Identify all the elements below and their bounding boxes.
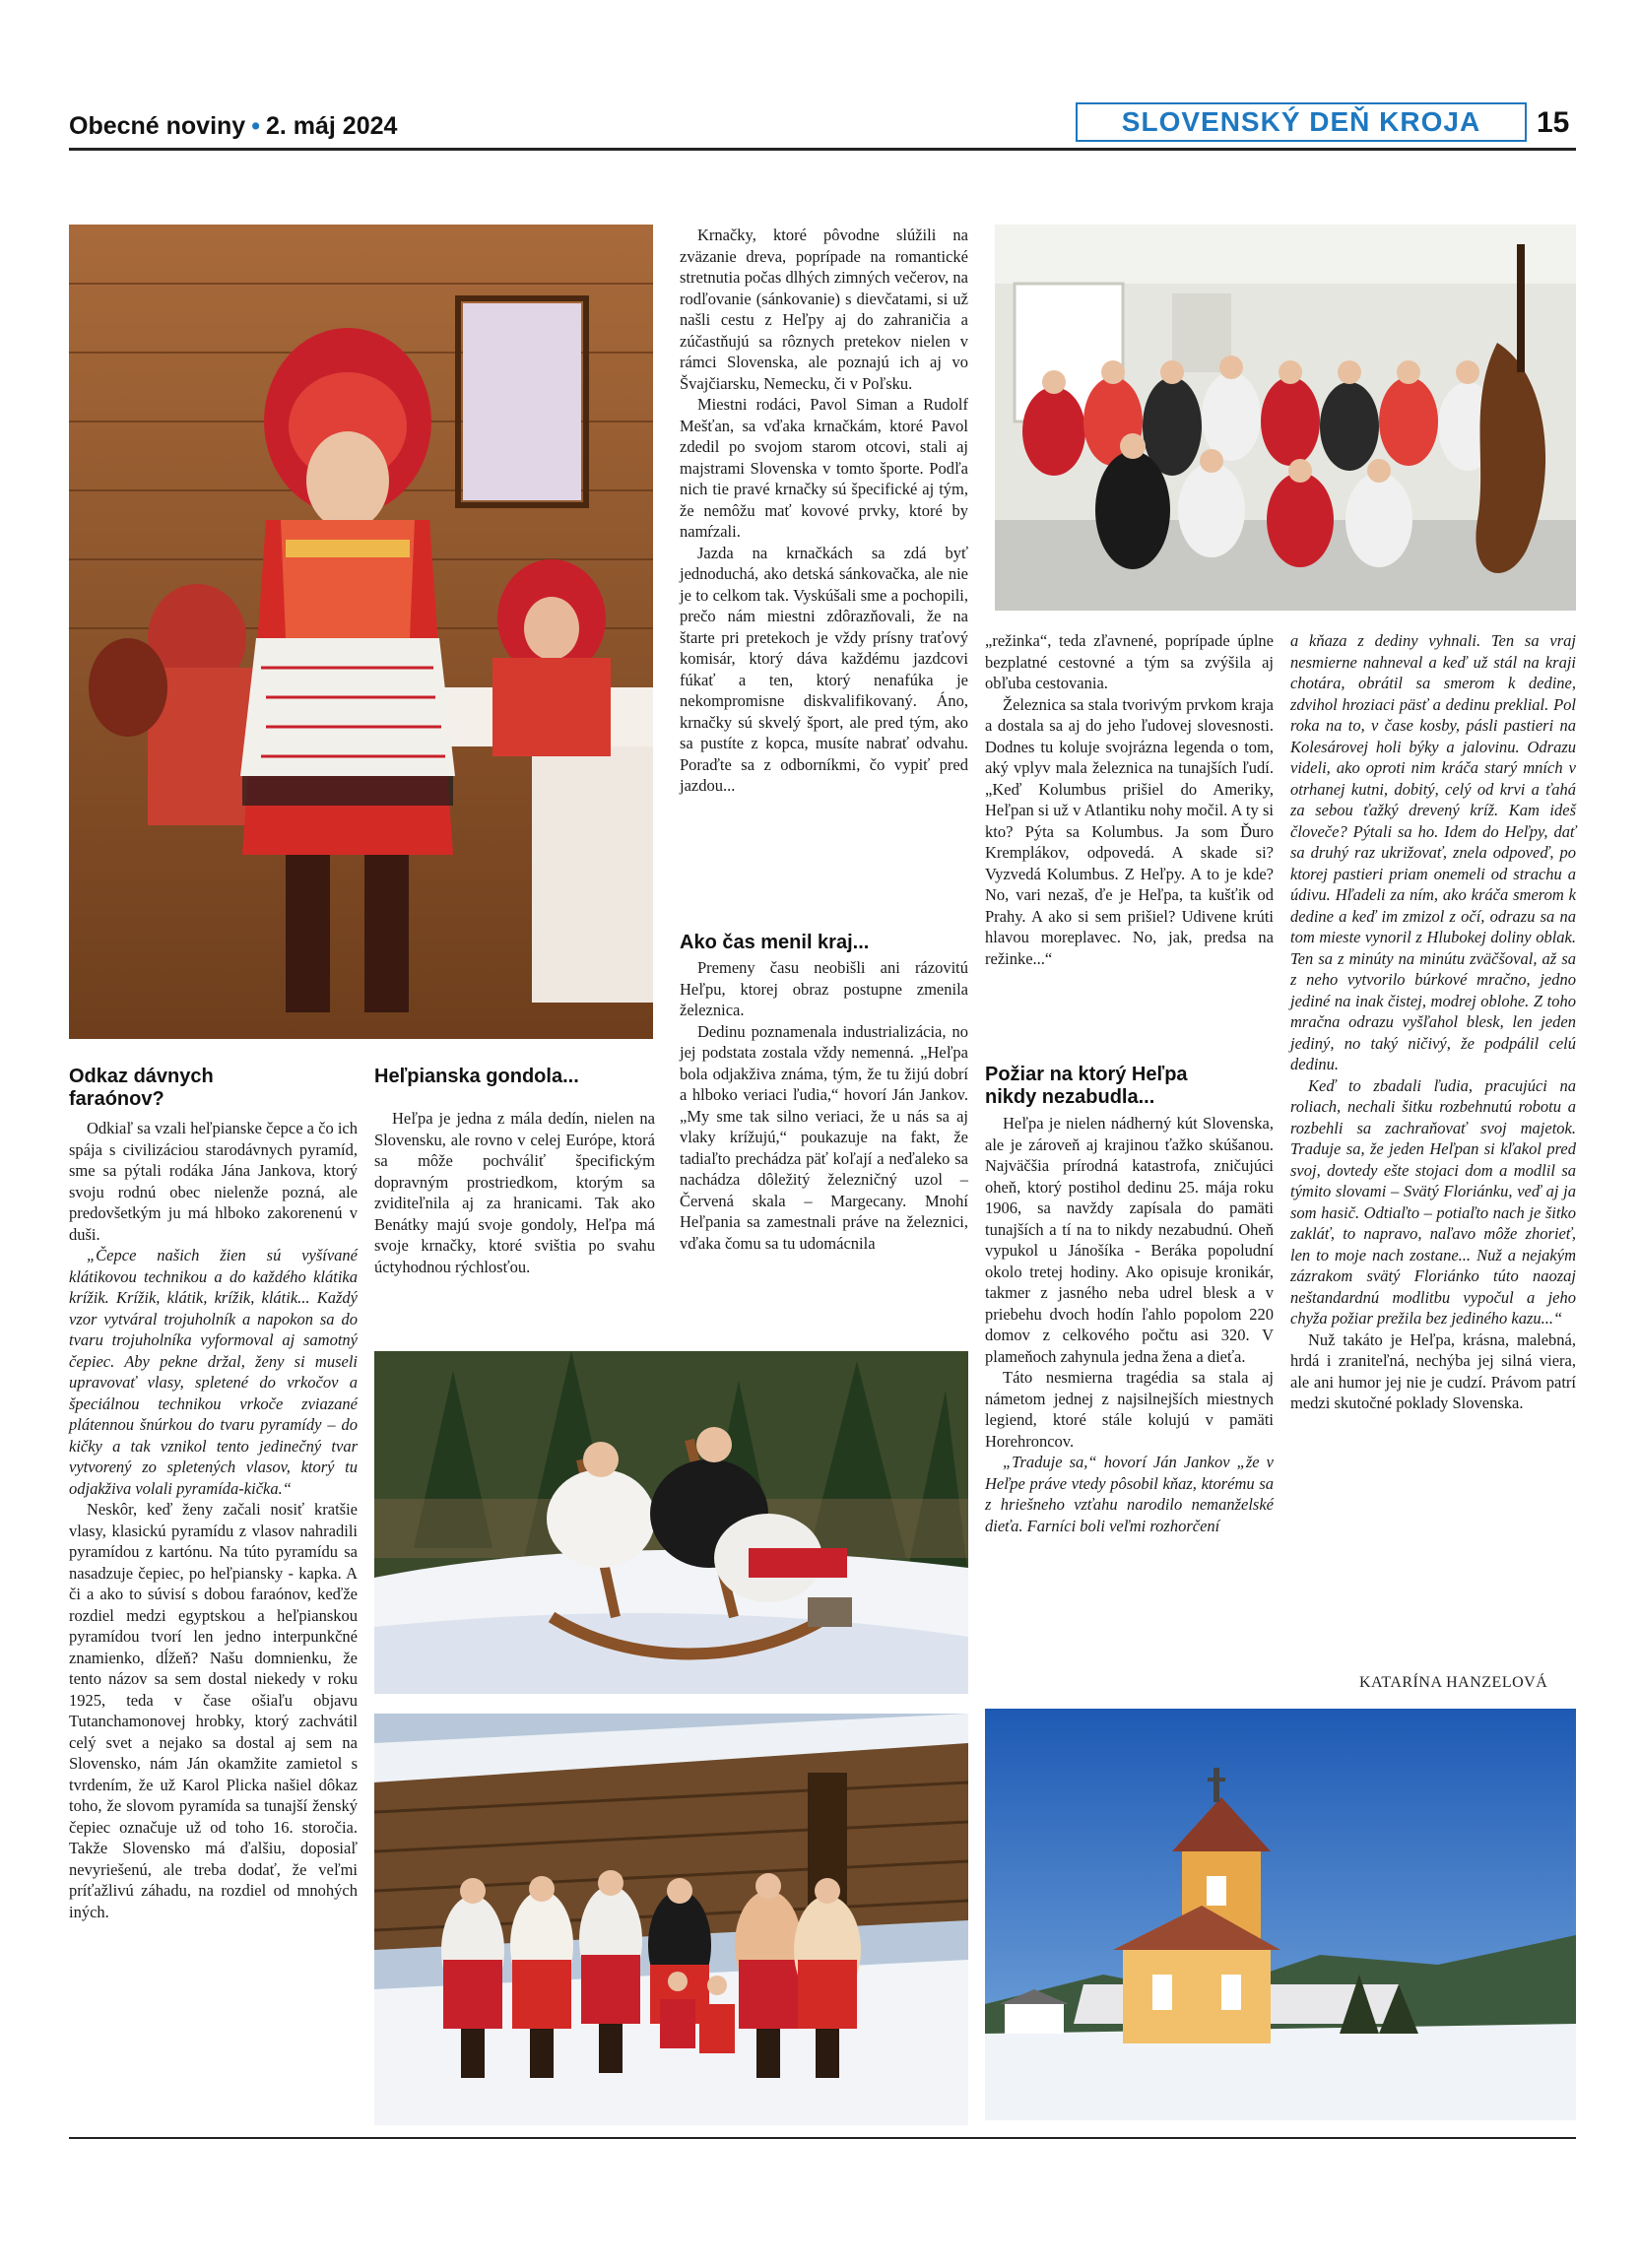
photo-group-cabin [374, 1714, 968, 2125]
heading-poziar: Požiar na ktorý Heľpa nikdy nezabudla... [985, 1064, 1188, 1108]
photo-woman-interior [69, 225, 653, 1039]
article-gondola-part1 [374, 1108, 655, 1277]
article-kraj-part2 [985, 630, 1274, 969]
paragraph: Dedinu poznamenala industrializácia, no jej podstata zostala vždy nemenná. „Heľpa bola odjakživa známa, tým, že tu žijú dobrí a hlboko veriaci ľudia,“ hovorí Ján Jankov. „My sme tak silno veriaci, že u nás sa aj vlaky krížujú,“ poukazuje na fakt, že tadiaľto prechádza päť koľají a neďaleko sa nachádza dôležitý železničný uzol – Červená skala – Margecany. Mnohí Heľpania sa zamestnali práve na železnici, vďaka čomu sa tu udomácnila [680, 1021, 968, 1253]
publication-name: Obecné noviny [69, 112, 246, 140]
heading-kraj: Ako čas menil kraj... [680, 932, 870, 953]
article-gondola-part2 [680, 225, 968, 797]
photo-group-priest [995, 225, 1576, 611]
page-number: 15 [1537, 106, 1570, 139]
masthead [69, 112, 397, 141]
paragraph: Heľpa je jedna z mála dedín, nielen na Slovensku, ale rovno v celej Európe, ktorá sa môže pochváliť špecifickým dopravným prostriedkom, ktorým sa zviditeľnila aj za hranicami. Tak ako Benátky majú svoje gondoly, Heľpa má svoje krnačky, ktoré svištia po svahu úctyhodnou rýchlosťou. [374, 1109, 655, 1276]
paragraph-quote: „Čepce našich žien sú vyšívané klátikovou technikou a do každého klátika krížik. Krížik, klátik, krížik, klátik... Každý vzor vytváral trojuholník a napokon sa do tvaru trojuholníka vyformoval aj samotný čepiec. Aby pekne držal, ženy si museli upravovať vlasy, spletené do vrkočov a špeciálnou technikou vrkoče zviazané plátennou šnúrkou do tvaru pyramídy – do kičky a tak vznikol tento jedinečný tvar vytvorený zo spletených vlasov, ktorý tu odjakživa volali pyramída-kička.“ [69, 1246, 358, 1498]
paragraph-legend: „Traduje sa,“ hovorí Ján Jankov „že v Heľpe práve vtedy pôsobil kňaz, ktorému sa z hriešneho vzťahu narodilo nemanželské dieťa. Farníci boli veľmi rozhorčení [985, 1453, 1274, 1535]
paragraph: Jazda na krnačkách sa zdá byť jednoduchá, ako detská sánkovačka, ale nie je to celkom tak. Vyskúšali sme a pochopili, prečo nám miestni zdôrazňovali, že na štarte pri pretekoch je vždy prísny traťový komisár, ktorý dáva každému jazdcovi fúkať a ten, ktorý nenafúka je nekompromisne diskvalifikovaný. Áno, krnačky sú skvelý šport, ale pred tým, ako sa pustíte z kopca, musíte nabrať odvahu. Poraďte sa z odborníkmi, čo vypiť pred jazdou... [680, 543, 968, 795]
paragraph-legend: a kňaza z dediny vyhnali. Ten sa vraj nesmierne nahneval a keď už stál na kraji chotára, obrátil sa smerom k dedine, zdvihol hroziaci päsť a dedinu preklial. Pol roka na to, v čase kosby, pásli pastieri na Kolesárovej holi býky a jalovinu. Odrazu videli, ako oproti nim kráča starý mních v otrhanej kutni, dobitý, celý od krvi a ťahá za sebou ťažký drevený kríž. Kam ideš človeče? Pýtali sa ho. Idem do Heľpy, dať sa druhý raz ukrižovať, znela odpoveď, po ktorej pastieri priam onemeli od strachu a údivu. Hľadeli za ním, ako kráča smerom k dedine a keď im zmizol z očí, odrazu sa na tom mieste vynoril z Hlubokej doliny oblak. Ten sa z minúty na minútu zväčšoval, až sa z neho vytvorilo búrkové mračno, jedno jediné na inak čistej, modrej oblohe. Z toho mračna odrazu vyšľahol blesk, len jeden jediný, no taký ničivý, že podpálil celú dedinu. [1290, 631, 1576, 1073]
paragraph: Nuž takáto je Heľpa, krásna, malebná, hrdá i zraniteľná, nechýba jej silná viera, ale ani humor jej nie je cudzí. Právom patrí medzi skutočné poklady Slovenska. [1290, 1329, 1576, 1412]
paragraph: Miestni rodáci, Pavol Siman a Rudolf Mešťan, sa vďaka krnačkám, ktoré Pavol zdedil po svojom starom otcovi, stali aj majstrami Slovenska v tomto športe. Podľa nich tie pravé krnačky sú špecifické aj tým, že nemôžu mať kovové prvky, ktoré by namŕzali. [680, 395, 968, 541]
paragraph: Heľpa je nielen nádherný kút Slovenska, ale je zároveň aj krajinou ťažko skúšanou. Najväčšia prírodná katastrofa, zničujúci oheň, ktorý postihol dedinu 25. mája roku 1906, sa navždy zapísala do pamäti tunajších a tí na to nikdy nezabudnú. Oheň vypukol u Jánošíka - Beráka popoludní okolo tretej hodiny. Ako opisuje kronikár, takmer z jasného neba udrel blesk a v priebehu dvoch hodín ľahlo popolom 220 domov z celkového počtu asi 320. V plameňoch zahynula jedna žena a dieťa. [985, 1114, 1274, 1366]
paragraph: „režinka“, teda zľavnené, poprípade úplne bezplatné cestovné a tým sa zvýšila aj obľuba cestovania. [985, 631, 1274, 692]
paragraph: Táto nesmierna tragédia sa stala aj námetom jednej z najsilnejších miestnych legiend, ktoré stále kolujú v pamäti Horehroncov. [985, 1368, 1274, 1451]
page-header [69, 102, 1576, 148]
separator-dot: • [251, 112, 260, 140]
paragraph-legend: Keď to zbadali ľudia, pracujúci na roliach, nechali šitku rozbehnutú robotu a rozbehli sa zachraňovať svoj majetok. Traduje sa, že jeden Heľpan si kľakol pred svoj, dovtedy ešte stojaci dom a modlil sa týmito slovami – Svätý Floriánku, veď aj ja som hasič. Odtiaľto – potiaľto nach je šitko zakláť, to napravo, naľavo môže zhorieť, len to moje nach zostane... Nuž a nejakým zázrakom svätý Floriánko túto naozaj neštandardnú modlitbu vypočul a jeho chyža požiar prežila bez jediného kazu...“ [1290, 1075, 1576, 1328]
paragraph: Neskôr, keď ženy začali nosiť kratšie vlasy, klasickú pyramídu z vlasov nahradili pyramídou z kartónu. Na túto pyramídu sa nasadzuje čepiec, po heľpiansky - kapka. A či a ako to súvisí s dobou faraónov, keďže rozdiel medzi egyptskou a heľpianskou pyramídou tvorí len jedno interpunkčné znamienko, dĺžeň? Našu domnienku, že tento názov sa sem dostal niekedy v roku 1925, teda v čase ošiaľu objavu Tutanchamonovej hrobky, ktorý zachvátil celý svet a nejako sa dostal aj sem na Slovensko, nám Ján okamžite zamietol s tvrdením, že už Karol Plicka našiel dôkaz toho, že slovom pyramída sa tunajší ženský čepiec označuje už od toho 16. storočia. Takže Slovensko má ďalšiu, doposiaľ nevyriešenú, ale treba dodať, že veľmi príťažlivú záhadu, na rozdiel od mnohých iných. [69, 1500, 358, 1921]
photo-sledge [374, 1351, 968, 1694]
paragraph: Krnačky, ktoré pôvodne slúžili na zväzanie dreva, poprípade na romantické stretnutia počas dlhých zimných večerov, na rodľovanie (sánkovanie) s dievčatami, si už našli cestu z Heľpy aj do zahraničia a zúčastňujú sa rôznych pretekov nielen v rámci Slovenska, ale poznajú ich aj vo Švajčiarsku, Nemecku, či v Poľsku. [680, 226, 968, 393]
paragraph-legend: Železnica sa stala tvorivým prvkom kraja a dostala sa aj do jeho ľudovej slovesnosti. Dodnes tu koluje svojrázna legenda o tom, aký vplyv mala železnica na tunajších ľudí. „Keď Kolumbus prišiel do Ameriky, Heľpan si už v Atlantiku nohy močil. A ty si kto? Pýta sa Kolumbus. Ja som Ďuro Kremplákov, odpovedá. A skade si? Vyzvedá Kolumbus. Z Heľpy. A to je kde? No, vari nezaš, ďe je Heľpa, ta kušťik od Prahy. A ako si sem prišiel? Udivene krúti hlavou moreplavec. No, jak, predsa na režinke...“ [985, 694, 1274, 968]
header-rule [69, 148, 1576, 151]
heading-kapka: Odkaz dávnych faraónov? [69, 1066, 214, 1110]
article-poziar-part2 [1290, 630, 1576, 1414]
article-kapka [69, 1118, 358, 1922]
author-byline: KATARÍNA HANZELOVÁ [1359, 1674, 1548, 1691]
paragraph: Premeny času neobišli ani rázovitú Heľpu, ktorej obraz postupne zmenila železnica. [680, 958, 968, 1019]
footer-rule [69, 2137, 1576, 2139]
photo-church [985, 1709, 1576, 2120]
section-title: SLOVENSKÝ DEŇ KROJA [1076, 102, 1527, 142]
issue-date: 2. máj 2024 [265, 112, 398, 140]
article-kraj-part1 [680, 957, 968, 1254]
paragraph: Odkiaľ sa vzali heľpianske čepce a čo ich spája s civilizáciou starodávnych pyramíd, sme sa pýtali rodáka Jána Jankova, ktorý svoju rodnú obec nielenže pozná, ale predovšetkým ju má hlboko zakorenenú v duši. [69, 1119, 358, 1244]
heading-gondola: Heľpianska gondola... [374, 1066, 579, 1087]
article-poziar-part1 [985, 1113, 1274, 1536]
